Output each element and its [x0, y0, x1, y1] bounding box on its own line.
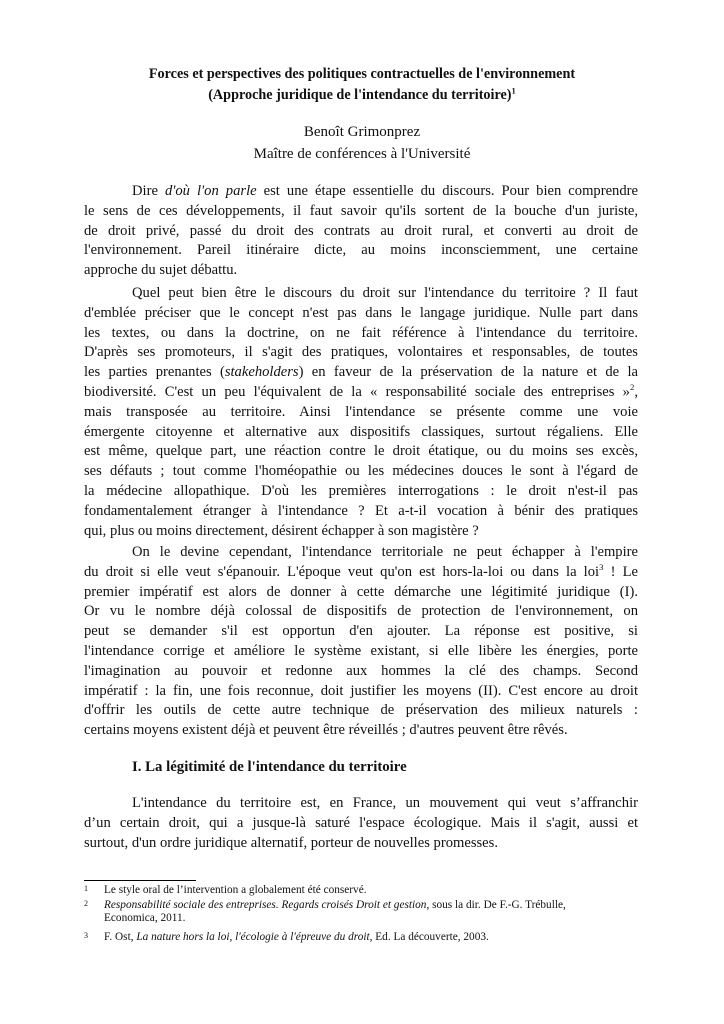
text-run: ) en faveur de la préservation de la nature et de la: [298, 364, 638, 381]
text-line: [84, 383, 638, 403]
text-run: certains moyens existent déjà et peuvent être réveillés ; d'autres peuvent être rêvés.: [84, 722, 568, 739]
text-run: l'intendance corrige et améliore le système existant, si elle libère les énergies, porte: [84, 642, 638, 659]
text-run: peut se demander s'il est opportun d'en ajouter. La réponse est positive, si: [84, 623, 638, 640]
footnote-number: 3: [84, 931, 88, 940]
text-run: mais transposée au territoire. Ainsi l'intendance se présente comme une voie: [84, 403, 638, 420]
text-line: [84, 222, 638, 242]
footnote-ref[interactable]: 1: [511, 85, 516, 96]
footnote: [84, 931, 638, 944]
text-line: [84, 701, 638, 721]
text-run: On le devine cependant, l'intendance territoriale ne peut échapper à l'empire: [132, 544, 638, 560]
footnote-text-continued: Economica, 2011.: [104, 912, 186, 924]
document-title-line-2: [0, 87, 724, 104]
body-paragraph: [84, 543, 638, 741]
text-run: le sens de ces développements, il faut savoir qu'ils sortent de la bouche d'un juriste,: [84, 202, 638, 219]
text-line: [84, 202, 638, 222]
text-run: qui, plus ou moins directement, désirent échapper à son magistère ?: [84, 522, 479, 539]
text-line: [84, 462, 638, 482]
text-run: Le style oral de l’intervention a globalement été conservé.: [104, 884, 367, 896]
text-line: [84, 442, 638, 462]
footnote-ref[interactable]: 2: [629, 382, 635, 393]
text-line: [84, 343, 638, 363]
footnote-number: 2: [84, 899, 88, 908]
italic-text: d'où l'on parle: [164, 183, 257, 199]
text-line: [84, 363, 638, 383]
text-run: de droit privé, passé du droit des contrats au droit rural, et converti au droit de: [84, 222, 638, 239]
text-run: les parties prenantes (: [84, 364, 225, 381]
text-line: [84, 502, 638, 522]
text-run: du droit si elle veut s'épanouir. L'époque veut qu'on est hors-la-loi ou dans la loi: [84, 563, 600, 580]
text-run: Ed. La découverte, 2003.: [372, 931, 489, 943]
text-line: [84, 543, 638, 563]
italic-text: La nature hors la loi, l'écologie à l'épreuve du droit,: [136, 931, 373, 943]
text-line: [84, 682, 638, 702]
footnote-text: [84, 899, 638, 912]
footnote-number: 1: [84, 884, 88, 893]
footnote: [84, 899, 638, 925]
text-run: F. Ost,: [104, 931, 137, 943]
body-paragraph: [84, 284, 638, 541]
text-line: [84, 261, 638, 281]
text-run: fondamentalement étranger à l'intendance ? Et a-t-il vocation à bénir des pratiques: [84, 502, 638, 519]
text-run: , sous la dir. De F.-G. Trébulle,: [426, 899, 566, 911]
text-line: [84, 522, 638, 542]
title-subtitle: (Approche juridique de l'intendance du territoire): [208, 87, 512, 103]
text-run: Quel peut bien être le discours du droit sur l'intendance du territoire ? Il faut: [132, 285, 638, 301]
text-line: [84, 482, 638, 502]
footnote-divider: [84, 880, 196, 881]
text-run: est même, quelque part, une réaction contre le droit étatique, ou du moins ses excès,: [84, 443, 638, 460]
footnote: [84, 884, 638, 897]
author-name: Benoît Grimonprez: [303, 124, 421, 140]
text-run: ! Le: [603, 563, 638, 580]
text-run: est une étape essentielle du discours. Pour bien comprendre: [256, 183, 638, 199]
text-run: d'emblée préciser que le concept n'est pas dans le langage juridique. Nulle part dans: [84, 304, 638, 321]
italic-text: stakeholders: [224, 364, 299, 381]
text-run: surtout, d'un ordre juridique alternatif, porteur de nouvelles promesses.: [84, 834, 498, 851]
text-line: [84, 622, 638, 642]
text-run: les textes, ou dans la doctrine, on ne fait référence à l'intendance du territoire.: [84, 324, 638, 341]
text-line: [84, 304, 638, 324]
text-run: biodiversité. C'est un peu l'équivalent de la « responsabilité sociale des entreprises »: [84, 383, 630, 400]
body-paragraph: [84, 182, 638, 281]
italic-text: Responsabilité sociale des entreprises. Regards croisés Droit et gestion: [104, 899, 427, 911]
footnote-ref[interactable]: 3: [599, 561, 604, 572]
section-paragraph: [84, 794, 638, 853]
text-line: [84, 423, 638, 443]
text-run: Dire: [132, 183, 165, 199]
text-line: [84, 403, 638, 423]
footnote-text: [84, 884, 638, 897]
text-run: D'après ses promoteurs, il s'agit des pratiques, volontaires et responsables, de toutes: [84, 344, 638, 361]
text-line: [84, 721, 638, 741]
text-line: [84, 642, 638, 662]
text-run: ses défauts ; tout comme l'homéopathie ou les médecines douces le sont à l'égard de: [84, 463, 638, 480]
section-heading: I. La légitimité de l'intendance du territoire: [132, 759, 407, 775]
text-line: [84, 563, 638, 583]
text-run: d’un certain droit, qui a jusque-là saturé l'espace écologique. Mais il s'agit, aussi et: [84, 814, 638, 831]
text-line: [84, 814, 638, 834]
text-run: émergente citoyenne et alternative aux dispositifs classiques, surtout régaliens. Elle: [84, 423, 638, 440]
author-position: Maître de conférences à l'Université: [253, 146, 471, 162]
text-line: [84, 324, 638, 344]
text-run: premier impératif est alors de donner à cette démarche une légitimité juridique (I).: [84, 583, 638, 600]
text-line: [84, 602, 638, 622]
text-line: [84, 182, 638, 202]
text-run: Or vu le nombre déjà colossal de dispositifs de protection de l'environnement, on: [84, 603, 638, 620]
text-run: impératif : la fin, une fois reconnue, doit justifier les moyens (II). C'est encore au droit: [84, 682, 638, 699]
text-run: approche du sujet débattu.: [84, 262, 238, 279]
document-title-line-1: Forces et perspectives des politiques contractuelles de l'environnement: [148, 66, 576, 82]
text-run: l'imagination au pouvoir et redonne aux hommes la clé des champs. Second: [84, 662, 638, 679]
text-line: [84, 583, 638, 603]
text-line: [84, 284, 638, 304]
text-run: d'offrir les outils de cette autre technique de préservation des milieux naturels :: [84, 702, 638, 719]
text-run: L'intendance du territoire est, en France, un mouvement qui veut s’affranchir: [132, 795, 638, 811]
text-line: [84, 662, 638, 682]
text-run: ,: [634, 383, 638, 400]
text-line: [84, 794, 638, 814]
text-run: l'environnement. Pareil itinéraire dicte, au moins inconsciemment, une certaine: [84, 242, 638, 259]
text-line: [84, 834, 638, 854]
footnote-text: [84, 931, 638, 944]
text-run: la médecine allopathique. D'où les premières interrogations : le droit n'est-il pas: [84, 482, 638, 499]
text-line: [84, 241, 638, 261]
